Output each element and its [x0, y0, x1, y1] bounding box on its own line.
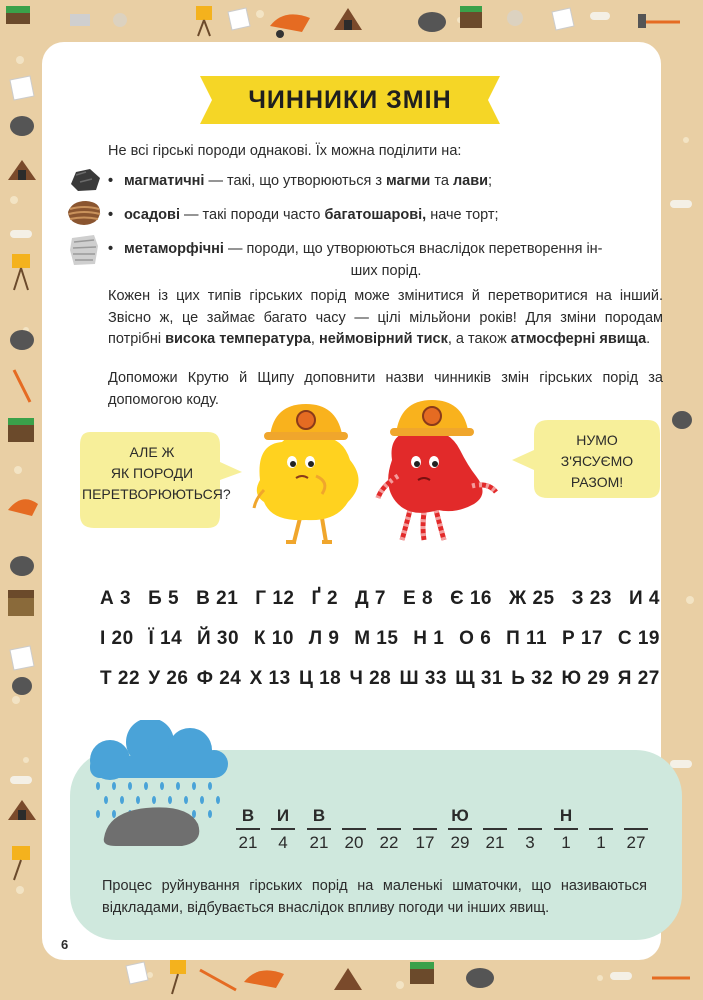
answer-puzzle — [236, 806, 652, 858]
answer-cell[interactable]: Ю 29 — [448, 806, 472, 858]
code-item: В 21 — [196, 588, 239, 609]
code-item: Ґ 2 — [311, 588, 339, 609]
code-item: Ю 29 — [561, 668, 610, 689]
code-item: Ї 14 — [148, 628, 183, 649]
code-item: А 3 — [100, 588, 132, 609]
igneous-rock-icon — [68, 166, 102, 194]
code-item: Ф 24 — [196, 668, 242, 689]
yellow-character — [254, 404, 359, 542]
answer-cell[interactable]: 20 — [342, 806, 366, 858]
code-item: Є 16 — [450, 588, 492, 609]
code-item: П 11 — [506, 628, 548, 649]
paragraph-instruction: Допоможи Крутю й Щипу доповнити назви чинників змін гірських порід за допомогою коду. — [108, 370, 663, 408]
code-item: Ч 28 — [349, 668, 392, 689]
code-item: О 6 — [459, 628, 492, 649]
code-row-3 — [100, 668, 660, 690]
code-item: Г 12 — [255, 588, 295, 609]
code-item: Х 13 — [249, 668, 291, 689]
code-item: И 4 — [628, 588, 660, 609]
code-item: Р 17 — [561, 628, 604, 649]
answer-cell[interactable]: 1 — [589, 806, 613, 858]
code-item: Н 1 — [413, 628, 445, 649]
code-item: Ц 18 — [298, 668, 342, 689]
metamorphic-rock-icon — [68, 232, 100, 268]
code-row-2 — [100, 628, 660, 650]
code-item: Ж 25 — [509, 588, 555, 609]
answer-cell[interactable]: В 21 — [236, 806, 260, 858]
code-item: І 20 — [100, 628, 134, 649]
intro-text: Не всі гірські породи однакові. Їх можна поділити на: — [108, 143, 462, 159]
code-item: Я 27 — [617, 668, 660, 689]
bottom-icons — [126, 960, 690, 994]
answer-cell[interactable]: 21 — [483, 806, 507, 858]
code-item: К 10 — [253, 628, 294, 649]
code-item: Ь 32 — [511, 668, 554, 689]
answer-cell[interactable]: 27 — [624, 806, 648, 858]
code-item: Щ 31 — [455, 668, 503, 689]
bullet-metamorphic: • метаморфічні — породи, що утворюються внаслідок перетворення ін- ших порід. — [108, 241, 603, 279]
answer-cell[interactable]: И 4 — [271, 806, 295, 858]
code-item: Л 9 — [308, 628, 340, 649]
bullet-sedimentary: • осадові — такі породи часто багатошарові, наче торт; — [108, 207, 499, 223]
code-item: Е 8 — [403, 588, 434, 609]
answer-cell[interactable]: В 21 — [307, 806, 331, 858]
page-number: 6 — [61, 937, 69, 952]
page-title: ЧИННИКИ ЗМІН — [248, 85, 452, 114]
code-item: С 19 — [617, 628, 660, 649]
code-item: У 26 — [148, 668, 189, 689]
code-item: Й 30 — [196, 628, 240, 649]
answer-cell[interactable]: 22 — [377, 806, 401, 858]
code-item: Ш 33 — [399, 668, 447, 689]
code-item: Д 7 — [355, 588, 386, 609]
weathering-description: Процес руйнування гірських порід на маленькі шматочки, що називаються відкладами, відбувається внаслідок впливу погоди чи інших явищ. — [102, 878, 647, 916]
paragraph-rock-changes: Кожен із цих типів гірських порід може змінитися й перетворитися на інший. Звісно ж, це займає багато часу — цілі мільйони років! Для зміни породам потрібні висока температура, неймовірний тиск, а також атмосферні явища. — [108, 288, 663, 347]
cloud-icon — [90, 720, 228, 780]
code-item: Б 5 — [148, 588, 180, 609]
bubble-right-text: НУМО З'ЯСУЄМО РАЗОМ! — [560, 432, 634, 490]
answer-cell[interactable]: 17 — [413, 806, 437, 858]
red-character — [378, 400, 496, 540]
code-item: З 23 — [571, 588, 612, 609]
answer-cell[interactable]: 3 — [518, 806, 542, 858]
bullet-igneous: • магматичні — такі, що утворюються з магми та лави; — [108, 173, 493, 189]
top-icons — [6, 6, 680, 38]
bubble-left-text: АЛЕ Ж ЯК ПОРОДИ ПЕРЕТВОРЮЮТЬСЯ? — [82, 444, 231, 502]
title-banner — [200, 72, 500, 128]
answer-cell[interactable]: Н 1 — [554, 806, 578, 858]
code-item: Т 22 — [100, 668, 141, 689]
sedimentary-rock-icon — [66, 198, 102, 228]
code-item: М 15 — [354, 628, 399, 649]
code-row-1 — [100, 588, 660, 610]
